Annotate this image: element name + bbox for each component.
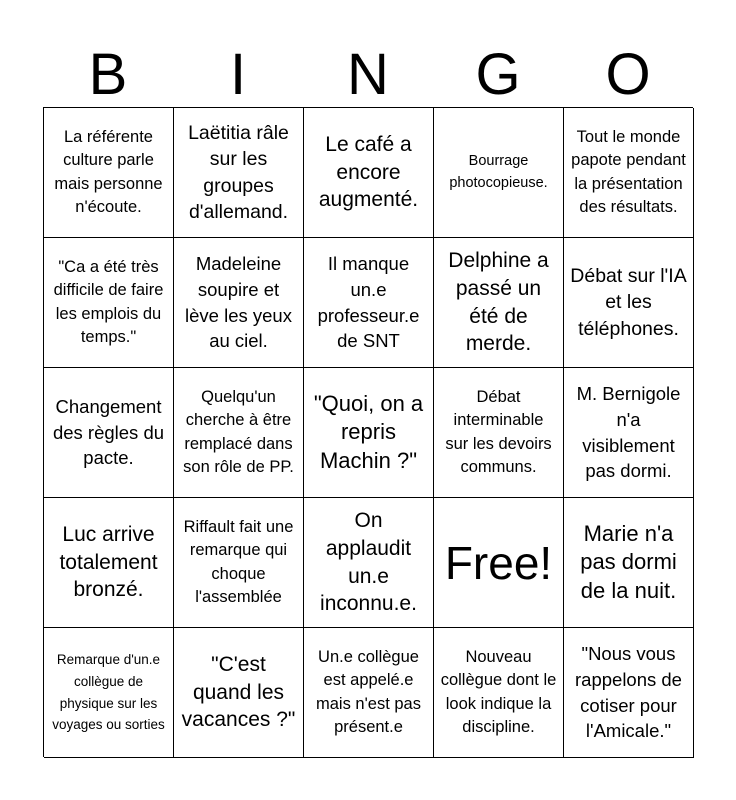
bingo-cell[interactable]: Changement des règles du pacte. <box>44 368 174 498</box>
bingo-cell[interactable]: Riffault fait une remarque qui choque l'assemblée <box>174 498 304 628</box>
bingo-cell[interactable]: Delphine a passé un été de merde. <box>434 238 564 368</box>
bingo-cell[interactable]: Madeleine soupire et lève les yeux au ciel. <box>174 238 304 368</box>
free-space-cell[interactable]: Free! <box>434 498 564 628</box>
bingo-cell[interactable]: "C'est quand les vacances ?" <box>174 628 304 758</box>
bingo-cell[interactable]: "Quoi, on a repris Machin ?" <box>304 368 434 498</box>
bingo-cell[interactable]: Il manque un.e professeur.e de SNT <box>304 238 434 368</box>
header-letter-n: N <box>347 42 389 107</box>
bingo-cell[interactable]: Débat sur l'IA et les téléphones. <box>564 238 694 368</box>
bingo-grid <box>43 107 693 757</box>
bingo-cell[interactable]: Bourrage photocopieuse. <box>434 108 564 238</box>
bingo-cell[interactable]: Tout le monde papote pendant la présentation des résultats. <box>564 108 694 238</box>
bingo-cell[interactable]: On applaudit un.e inconnu.e. <box>304 498 434 628</box>
bingo-cell[interactable]: Le café a encore augmenté. <box>304 108 434 238</box>
bingo-cell[interactable]: Débat interminable sur les devoirs communs. <box>434 368 564 498</box>
bingo-cell[interactable]: "Ca a été très difficile de faire les emplois du temps." <box>44 238 174 368</box>
header-letter-g: G <box>475 42 521 107</box>
header-letter-i: I <box>229 42 247 107</box>
header-letter-b: B <box>88 42 128 107</box>
bingo-cell[interactable]: Luc arrive totalement bronzé. <box>44 498 174 628</box>
bingo-cell[interactable]: M. Bernigole n'a visiblement pas dormi. <box>564 368 694 498</box>
header-letter-o: O <box>605 42 651 107</box>
bingo-cell[interactable]: Marie n'a pas dormi de la nuit. <box>564 498 694 628</box>
bingo-cell[interactable]: "Nous vous rappelons de cotiser pour l'Amicale." <box>564 628 694 758</box>
bingo-cell[interactable]: Un.e collègue est appelé.e mais n'est pas présent.e <box>304 628 434 758</box>
bingo-cell[interactable]: Quelqu'un cherche à être remplacé dans son rôle de PP. <box>174 368 304 498</box>
bingo-cell[interactable]: Laëtitia râle sur les groupes d'allemand. <box>174 108 304 238</box>
bingo-cell[interactable]: Remarque d'un.e collègue de physique sur les voyages ou sorties <box>44 628 174 758</box>
bingo-header <box>43 42 693 108</box>
bingo-cell[interactable]: La référente culture parle mais personne n'écoute. <box>44 108 174 238</box>
bingo-cell[interactable]: Nouveau collègue dont le look indique la discipline. <box>434 628 564 758</box>
